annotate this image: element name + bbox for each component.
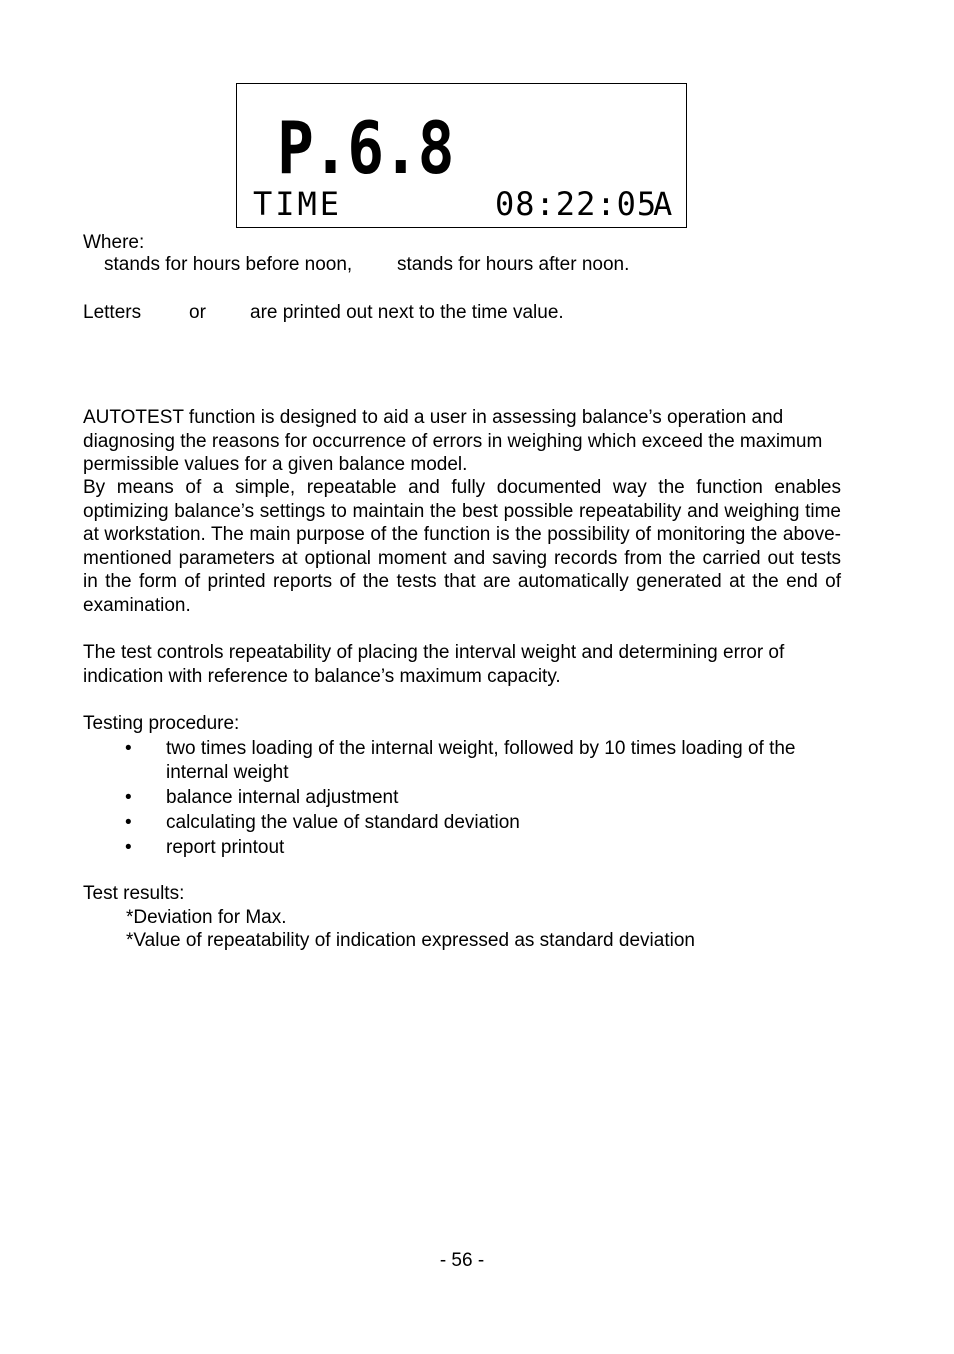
list-item: • calculating the value of standard deviation <box>125 811 520 833</box>
letters-label: Letters <box>83 302 142 323</box>
procedure-heading: Testing procedure: <box>83 713 240 734</box>
lcd-parameter-code: P.6.8 <box>277 106 453 190</box>
results-heading: Test results: <box>83 883 185 904</box>
bullet-icon: • <box>125 836 132 858</box>
letters-or: or <box>189 302 206 323</box>
lcd-ampm-indicator: A <box>653 185 673 223</box>
page-number: - 56 - <box>439 1250 485 1271</box>
procedure-list <box>125 737 826 861</box>
autotest-paragraph-1: AUTOTEST function is designed to aid a user in assessing balance’s operation and diagnosing the reasons for occurrence of errors in weighing which exceed the maximum permissible values for a given balance model. <box>83 407 823 475</box>
bullet-icon: • <box>125 786 132 808</box>
lcd-label: TIME <box>253 185 343 223</box>
test-paragraph: The test controls repeatability of placing the interval weight and determining error of indication with reference to balance’s maximum capacity. <box>83 642 785 687</box>
list-item: • report printout <box>125 836 285 858</box>
bullet-icon: • <box>125 738 132 759</box>
lcd-time-value: 08:22:05 <box>495 185 658 223</box>
bullet-icon: • <box>125 811 132 833</box>
result-item: *Value of repeatability of indication expressed as standard deviation <box>126 930 695 951</box>
letters-rest: are printed out next to the time value. <box>250 302 564 323</box>
autotest-paragraph-2: By means of a simple, repeatable and fully documented way the function enables optimizing balance’s settings to maintain the best possible repeatability and weighing time at workstation. The main purpose of the function is the possibility of monitoring the above-mentioned parameters at optional moment and saving records from the carried out tests in the form of printed reports of the tests that are automatically generated at the end of examination. <box>83 477 841 616</box>
lcd-display <box>236 83 687 228</box>
list-item: • balance internal adjustment <box>125 786 399 808</box>
where-heading: Where: <box>83 232 145 253</box>
result-item: *Deviation for Max. <box>126 907 287 928</box>
where-pm-line: stands for hours after noon. <box>397 254 630 275</box>
where-am-line: stands for hours before noon, <box>104 254 353 275</box>
list-item: • two times loading of the internal weight, followed by 10 times loading of the internal weight <box>125 738 796 783</box>
